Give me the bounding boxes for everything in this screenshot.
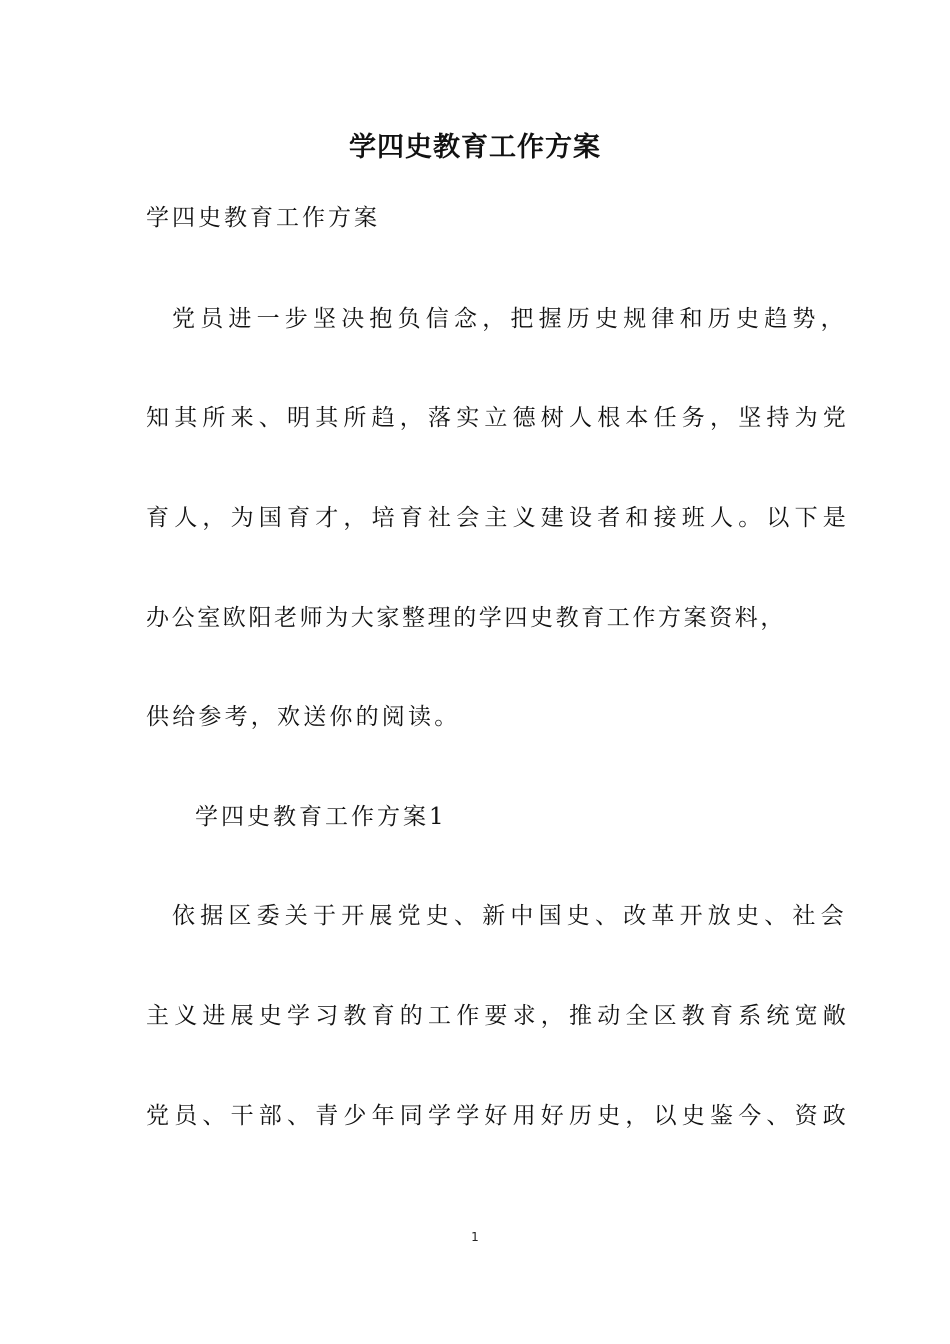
document-title: 学四史教育工作方案 — [349, 132, 601, 163]
paragraph-line: 知其所来、明其所趋，落实立德树人根本任务，坚持为党 — [146, 405, 851, 431]
page-number: 1 — [471, 1230, 479, 1244]
paragraph-line: 主义进展史学习教育的工作要求，推动全区教育系统宽敞 — [146, 1003, 851, 1029]
paragraph-line: 党员、干部、青少年同学学好用好历史，以史鉴今、资政 — [146, 1103, 851, 1129]
paragraph-line: 依据区委关于开展党史、新中国史、改革开放史、社会 — [172, 903, 849, 929]
paragraph-line: 办公室欧阳老师为大家整理的学四史教育工作方案资料， — [146, 605, 786, 631]
paragraph-line: 党员进一步坚决抱负信念，把握历史规律和历史趋势， — [172, 306, 849, 332]
paragraph-line: 供给参考，欢送你的阅读。 — [146, 704, 461, 730]
paragraph-line: 育人，为国育才，培育社会主义建设者和接班人。以下是 — [146, 505, 851, 531]
subtitle-line: 学四史教育工作方案 — [146, 205, 380, 231]
section-heading: 学四史教育工作方案1 — [195, 804, 447, 830]
